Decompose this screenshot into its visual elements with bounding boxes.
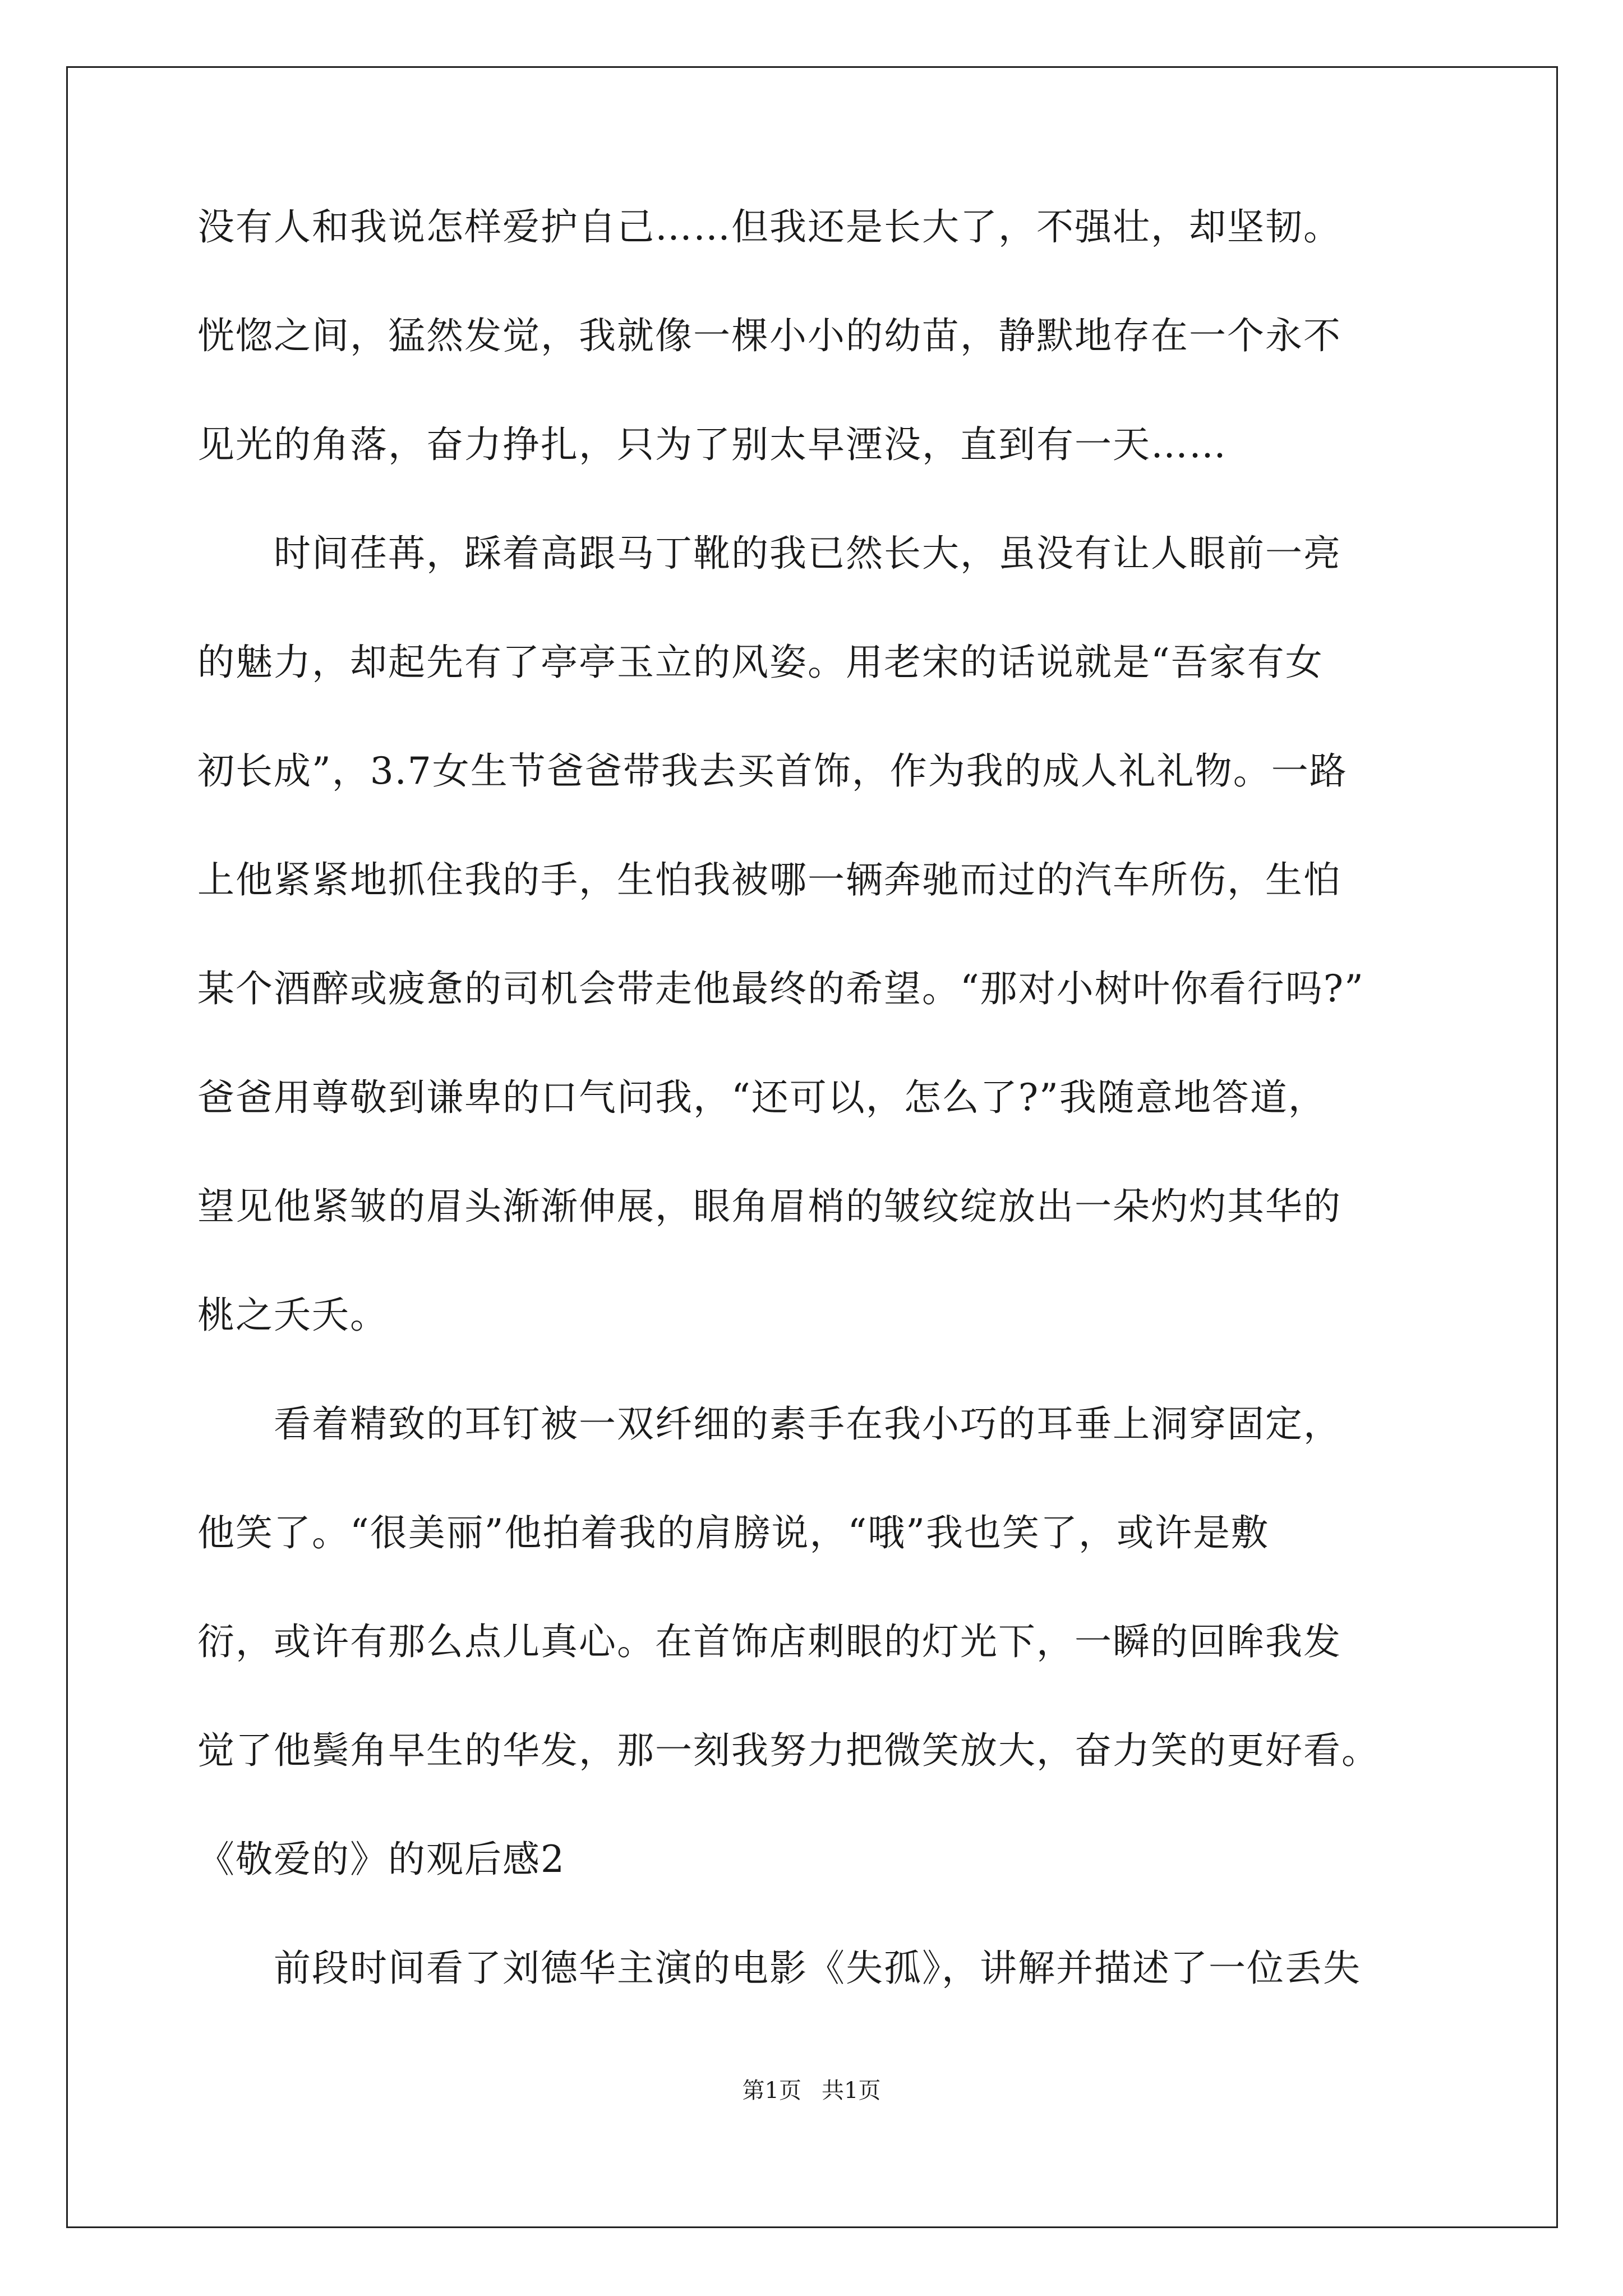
text-line: 时间荏苒，踩着高跟马丁靴的我已然长大，虽没有让人眼前一亮 — [197, 532, 1341, 575]
text-line: 初长成”，3.7女生节爸爸带我去买首饰，作为我的成人礼礼物。一路 — [197, 749, 1348, 793]
text-line: 爸爸用尊敬到谦卑的口气问我，“还可以，怎么了?”我随意地答道， — [197, 1076, 1326, 1119]
text-line: 衍，或许有那么点儿真心。在首饰店刺眼的灯光下，一瞬的回眸我发 — [197, 1620, 1341, 1663]
text-line: 某个酒醉或疲惫的司机会带走他最终的希望。“那对小树叶你看行吗?” — [197, 967, 1364, 1010]
page-number: 第1页 — [742, 2078, 801, 2104]
text-line: 没有人和我说怎样爱护自己……但我还是长大了，不强壮，却坚韧。 — [197, 205, 1341, 249]
page-footer — [0, 2077, 1623, 2105]
text-line: 恍惚之间，猛然发觉，我就像一棵小小的幼苗，静默地存在一个永不 — [197, 314, 1341, 357]
text-line: 上他紧紧地抓住我的手，生怕我被哪一辆奔驰而过的汽车所伤，生怕 — [197, 858, 1341, 901]
page-border — [66, 66, 1558, 2228]
text-line: 前段时间看了刘德华主演的电影《失孤》，讲解并描述了一位丢失 — [197, 1947, 1361, 1990]
page-total: 共1页 — [822, 2078, 881, 2104]
text-line: 望见他紧皱的眉头渐渐伸展，眼角眉梢的皱纹绽放出一朵灼灼其华的 — [197, 1185, 1341, 1228]
text-line: 看着精致的耳钉被一双纤细的素手在我小巧的耳垂上洞穿固定， — [197, 1402, 1341, 1446]
text-line: 觉了他鬓角早生的华发，那一刻我努力把微笑放大，奋力笑的更好看。 — [197, 1729, 1380, 1772]
section-heading: 《敬爱的》的观后感2 — [197, 1838, 565, 1881]
text-line: 他笑了。“很美丽”他拍着我的肩膀说，“哦”我也笑了，或许是敷 — [197, 1511, 1269, 1554]
text-line: 桃之夭夭。 — [197, 1294, 388, 1337]
text-line: 见光的角落，奋力挣扎，只为了别太早湮没，直到有一天…… — [197, 423, 1227, 466]
text-line: 的魅力，却起先有了亭亭玉立的风姿。用老宋的话说就是“吾家有女 — [197, 641, 1324, 684]
